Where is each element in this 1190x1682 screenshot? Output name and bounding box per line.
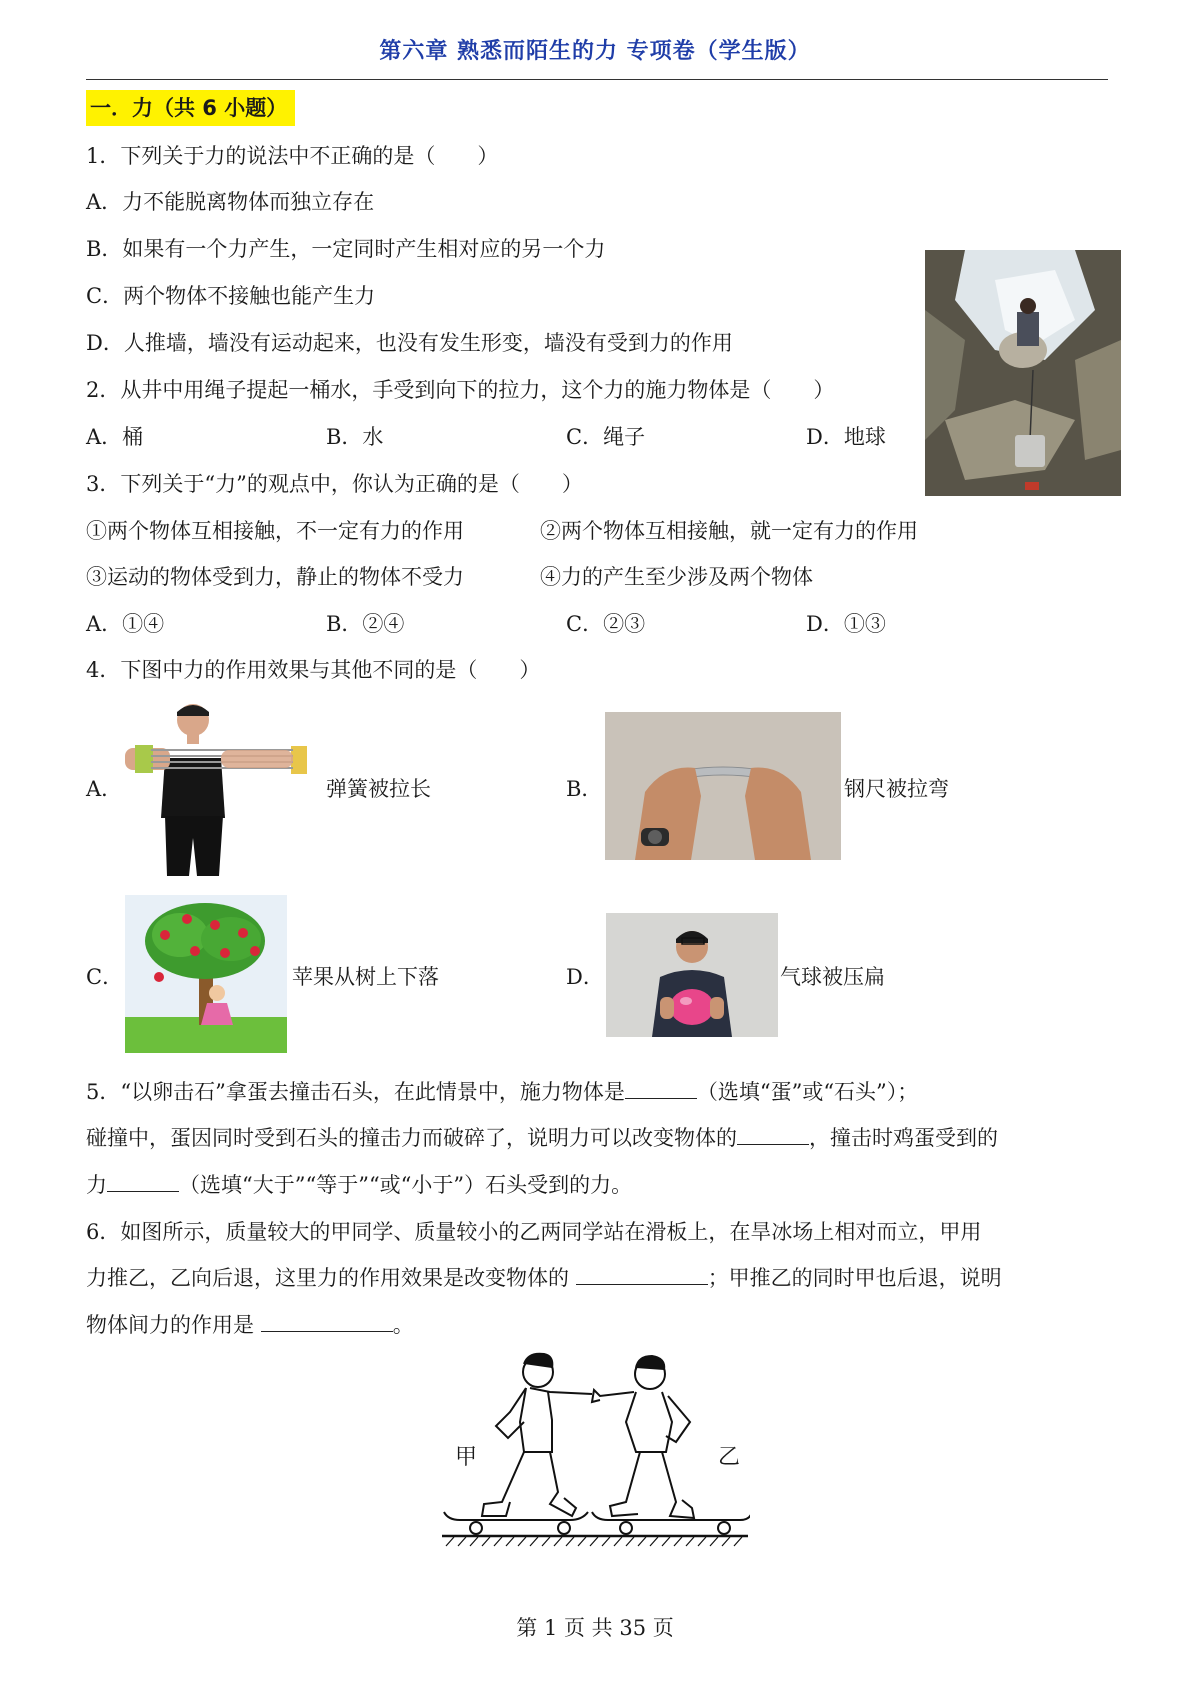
- steel-ruler-photo: [605, 712, 841, 860]
- q6-blank-2[interactable]: [261, 1311, 393, 1332]
- q5-line-2: [86, 1124, 998, 1152]
- q4-option-b-letter[interactable]: B．: [566, 777, 603, 801]
- q5-text-2a: 碰撞中，蛋因同时受到石头的撞击力而破碎了，说明力可以改变物体的: [86, 1126, 737, 1150]
- q2-option-b[interactable]: B．水: [326, 425, 384, 449]
- q3-statement-1: ①两个物体互相接触，不一定有力的作用: [86, 519, 464, 543]
- q6-text-2b: ；甲推乙的同时甲也后退，说明: [707, 1266, 1002, 1290]
- balloon-photo: [606, 913, 778, 1037]
- q4-option-d-caption: 气球被压扁: [780, 965, 885, 989]
- q4-option-d-letter[interactable]: D．: [566, 965, 604, 989]
- q3-statement-3: ③运动的物体受到力，静止的物体不受力: [86, 565, 464, 589]
- q4-option-c-letter[interactable]: C．: [86, 965, 124, 989]
- header-divider: [86, 79, 1108, 80]
- q6-blank-1[interactable]: [576, 1264, 708, 1285]
- figure-label-yi: 乙: [718, 1445, 741, 1470]
- q2-option-a[interactable]: A．桶: [86, 425, 144, 449]
- q6-line-1: 6．如图所示，质量较大的甲同学、质量较小的乙两同学站在滑板上，在旱冰场上相对而立，甲用: [86, 1220, 982, 1244]
- q3-statement-2: ②两个物体互相接触，就一定有力的作用: [540, 519, 918, 543]
- q1-option-b[interactable]: B．如果有一个力产生，一定同时产生相对应的另一个力: [86, 237, 606, 261]
- q2-option-c[interactable]: C．绳子: [566, 425, 646, 449]
- q3-option-d[interactable]: D．①③: [806, 612, 886, 636]
- q5-blank-1[interactable]: [625, 1078, 697, 1099]
- q6-text-3b: 。: [392, 1313, 414, 1337]
- q1-option-a[interactable]: A．力不能脱离物体而独立存在: [86, 190, 375, 214]
- q5-text-2b: ，撞击时鸡蛋受到的: [809, 1126, 998, 1150]
- q5-line-3: [86, 1171, 632, 1199]
- q5-text-1a: 5．“以卵击石”拿蛋去撞击石头，在此情景中，施力物体是: [86, 1080, 625, 1104]
- q3-statement-4: ④力的产生至少涉及两个物体: [540, 565, 813, 589]
- q1-option-d[interactable]: D．人推墙，墙没有运动起来，也没有发生形变，墙没有受到力的作用: [86, 331, 733, 355]
- apple-tree-illustration: [125, 895, 287, 1053]
- q3-option-b[interactable]: B．②④: [326, 612, 405, 636]
- q6-line-3: [86, 1311, 414, 1339]
- q4-option-b-caption: 钢尺被拉弯: [844, 777, 949, 801]
- q4-stem: 4．下图中力的作用效果与其他不同的是（ ）: [86, 658, 541, 682]
- page-title: 第六章 熟悉而陌生的力 专项卷（学生版）: [379, 39, 811, 64]
- q6-text-3a: 物体间力的作用是: [86, 1313, 254, 1337]
- section-heading: 一．力（共 6 小题）: [86, 90, 295, 126]
- q3-option-a[interactable]: A．①④: [86, 612, 165, 636]
- page-number: 第 1 页 共 35 页: [516, 1616, 674, 1640]
- well-photo: [925, 250, 1121, 496]
- q4-option-a-letter[interactable]: A．: [86, 777, 123, 801]
- spring-expander-photo: [125, 698, 325, 876]
- q5-blank-3[interactable]: [107, 1171, 179, 1192]
- q5-text-1b: （选填“蛋”或“石头”）；: [696, 1080, 919, 1104]
- q3-option-c[interactable]: C．②③: [566, 612, 646, 636]
- q4-option-a-caption: 弹簧被拉长: [326, 777, 431, 801]
- q3-stem: 3．下列关于“力”的观点中，你认为正确的是（ ）: [86, 472, 583, 496]
- q1-stem: 1．下列关于力的说法中不正确的是（ ）: [86, 144, 499, 168]
- q2-stem: 2．从井中用绳子提起一桶水，手受到向下的拉力，这个力的施力物体是（ ）: [86, 378, 835, 402]
- skateboard-push-figure: [440, 1352, 750, 1550]
- q5-blank-2[interactable]: [737, 1124, 809, 1145]
- q5-line-1: [86, 1078, 918, 1106]
- q2-option-d[interactable]: D．地球: [806, 425, 886, 449]
- q5-text-3a: 力: [86, 1173, 107, 1197]
- q6-line-2: [86, 1264, 1002, 1292]
- q4-option-c-caption: 苹果从树上下落: [292, 965, 439, 989]
- q5-text-3b: （选填“大于”“等于”“或“小于”）石头受到的力。: [179, 1173, 633, 1197]
- q1-option-c[interactable]: C．两个物体不接触也能产生力: [86, 284, 376, 308]
- q6-text-2a: 力推乙，乙向后退，这里力的作用效果是改变物体的: [86, 1266, 569, 1290]
- figure-label-jia: 甲: [455, 1445, 478, 1470]
